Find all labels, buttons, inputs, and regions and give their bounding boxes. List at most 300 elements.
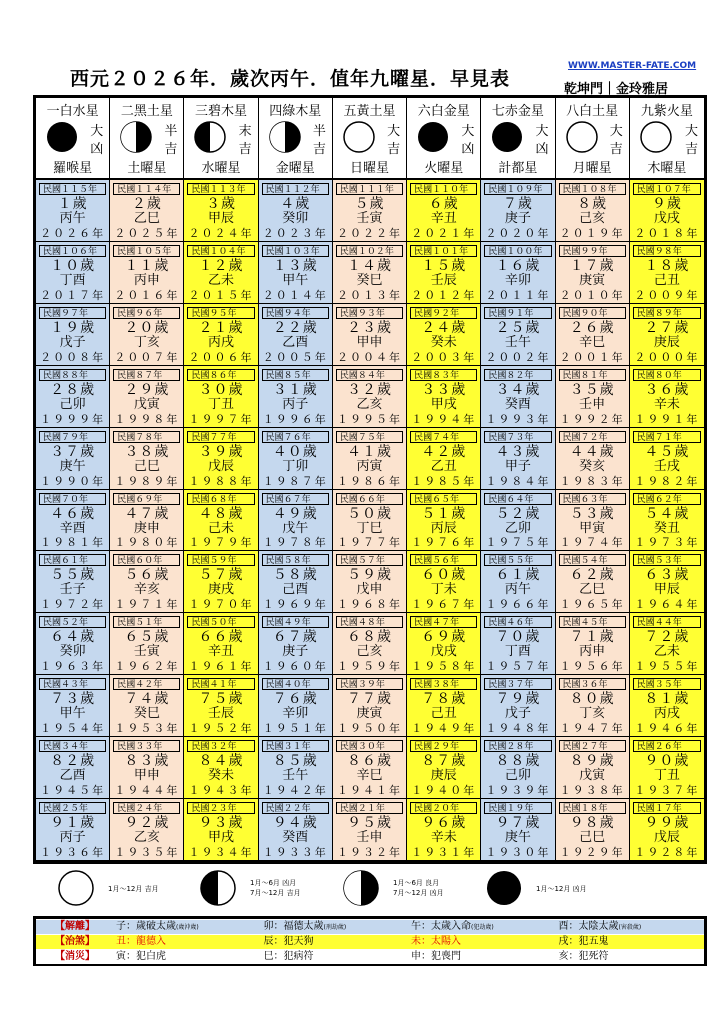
gregorian-year: ２００８年: [40, 350, 106, 364]
year-cell: [184, 428, 258, 490]
age: ８５歲: [272, 753, 318, 770]
minguo-year: 民國９２年: [410, 307, 477, 319]
ganzhi: 乙酉: [282, 334, 309, 350]
website-link[interactable]: WWW.MASTER-FATE.COM: [568, 61, 697, 71]
gregorian-year: ２０１９年: [559, 226, 625, 240]
star-luck-1: 大: [535, 124, 549, 139]
star-header: [259, 98, 333, 180]
age: ６０歲: [421, 567, 467, 584]
age: ３２歲: [346, 381, 392, 398]
ganzhi: 壬寅: [356, 211, 383, 226]
gregorian-year: ２０１８年: [634, 226, 700, 240]
ganzhi: 乙亥: [356, 396, 383, 412]
remedy-note: (刑劫歲): [323, 924, 347, 931]
star-header: [630, 98, 704, 180]
year-cell: [110, 366, 184, 428]
gregorian-year: １９５０年: [336, 722, 402, 736]
remedy-branch: 巳：犯病符: [263, 951, 314, 962]
remedy-item: [409, 935, 557, 949]
half-circle-left-black-icon: [194, 121, 226, 153]
luminary-name: 火曜星: [424, 161, 464, 176]
gregorian-year: ２０２３年: [262, 226, 328, 240]
age: ３８歲: [124, 443, 170, 460]
minguo-year: 民國５７年: [336, 554, 403, 566]
gregorian-year: ２０１０年: [559, 288, 625, 302]
minguo-year: 民國７４年: [410, 431, 477, 443]
gregorian-year: １９５７年: [485, 660, 551, 674]
ganzhi: 壬辰: [430, 272, 457, 288]
minguo-year: 民國２７年: [559, 740, 626, 752]
ganzhi: 癸卯: [282, 211, 309, 226]
minguo-year: 民國１０９年: [484, 183, 551, 195]
luminary-name: 水曜星: [201, 161, 241, 176]
minguo-year: 民國９９年: [559, 245, 626, 257]
ganzhi: 甲子: [504, 458, 531, 474]
age: ８９歲: [569, 753, 615, 770]
year-cell: [184, 675, 258, 737]
age: ３９歲: [198, 443, 244, 460]
minguo-year: 民國３０年: [336, 740, 403, 752]
minguo-year: 民國２１年: [336, 802, 403, 814]
ganzhi: 甲申: [133, 768, 160, 784]
ganzhi: 丙午: [59, 211, 86, 226]
remedy-row: [36, 935, 704, 949]
minguo-year: 民國２９年: [410, 740, 477, 752]
minguo-year: 民國１１３年: [187, 183, 254, 195]
gregorian-year: １９６９年: [262, 598, 328, 612]
gregorian-year: １９６５年: [559, 598, 625, 612]
ganzhi: 丙辰: [430, 520, 457, 536]
ganzhi: 癸亥: [579, 458, 606, 474]
remedy-branch: 申：犯喪門: [411, 951, 461, 962]
age: ２３歲: [346, 319, 392, 336]
remedy-branch: 午：太歲入命: [411, 921, 471, 932]
legend-line: 1月～6月 良月: [393, 879, 440, 887]
age: ２４歲: [421, 319, 467, 336]
half-circle-left-white-icon: [269, 121, 301, 153]
minguo-year: 民國２３年: [187, 802, 254, 814]
ganzhi: 甲辰: [208, 211, 235, 226]
gregorian-year: ２０００年: [634, 350, 700, 364]
age: ８６歲: [346, 753, 392, 770]
year-cell: [333, 490, 407, 552]
remedy-item: [114, 920, 262, 934]
year-cell: [36, 551, 110, 613]
minguo-year: 民國１０２年: [336, 245, 403, 257]
ganzhi: 戊寅: [579, 768, 606, 784]
gregorian-year: １９４４年: [114, 784, 180, 798]
year-cell: [36, 304, 110, 366]
age: ５０歲: [346, 505, 392, 522]
page-title: 西元２０２６年．歲次丙午．值年九曜星．早見表: [70, 68, 511, 90]
minguo-year: 民國３２年: [187, 740, 254, 752]
gregorian-year: ２０２５年: [114, 226, 180, 240]
gregorian-year: ２００４年: [336, 350, 402, 364]
year-cell: [36, 180, 110, 242]
year-cell: [630, 490, 704, 552]
gregorian-year: ２００３年: [411, 350, 477, 364]
white-circle-icon: [640, 121, 672, 153]
year-cell: [481, 551, 555, 613]
gregorian-year: ２０１２年: [411, 288, 477, 302]
gregorian-year: １９４１年: [336, 784, 402, 798]
gregorian-year: １９６４年: [634, 598, 700, 612]
ganzhi: 丙戌: [208, 334, 235, 350]
gregorian-year: １９９６年: [262, 412, 328, 426]
ganzhi: 乙酉: [59, 768, 86, 784]
legend-item: [486, 870, 656, 908]
minguo-year: 民國８３年: [410, 369, 477, 381]
ganzhi: 己卯: [504, 768, 531, 784]
gregorian-year: ２０２６年: [40, 226, 106, 240]
gregorian-year: １９８３年: [559, 474, 625, 488]
year-cell: [630, 737, 704, 799]
year-cell: [110, 675, 184, 737]
star-luck-1: 半: [164, 124, 178, 139]
ganzhi: 壬申: [356, 830, 383, 846]
gregorian-year: １９５９年: [336, 660, 402, 674]
minguo-year: 民國９０年: [559, 307, 626, 319]
gregorian-year: １９５５年: [634, 660, 700, 674]
star-header: [556, 98, 630, 180]
remedy-category: 【解離】: [36, 920, 114, 934]
age: ４７歲: [124, 505, 170, 522]
minguo-year: 民國１０１年: [410, 245, 477, 257]
minguo-year: 民國６５年: [410, 493, 477, 505]
gregorian-year: １９９３年: [485, 412, 551, 426]
remedy-item: [114, 935, 262, 949]
age: １２歲: [198, 257, 244, 274]
ganzhi: 戊戌: [653, 211, 680, 226]
minguo-year: 民國４４年: [633, 616, 701, 628]
minguo-year: 民國２４年: [113, 802, 180, 814]
minguo-year: 民國９６年: [113, 307, 180, 319]
age: ８８歲: [495, 753, 541, 770]
remedy-item: [409, 920, 557, 934]
ganzhi: 戊辰: [653, 830, 680, 846]
minguo-year: 民國９４年: [262, 307, 329, 319]
gregorian-year: １９６２年: [114, 660, 180, 674]
gregorian-year: １９９４年: [411, 412, 477, 426]
year-cell: [556, 366, 630, 428]
age: ２０歲: [124, 319, 170, 336]
gregorian-year: １９９２年: [559, 412, 625, 426]
minguo-year: 民國４９年: [262, 616, 329, 628]
age: ４４歲: [569, 443, 615, 460]
ganzhi: 丁酉: [504, 644, 531, 660]
star-name: 一白水星: [46, 104, 99, 119]
age: ６４歲: [50, 629, 96, 646]
gregorian-year: １９６７年: [411, 598, 477, 612]
white-circle-icon: [343, 121, 375, 153]
minguo-year: 民國７３年: [484, 431, 551, 443]
luminary-name: 月曜星: [572, 161, 612, 176]
year-cell: [556, 551, 630, 613]
age: ９歲: [651, 196, 682, 212]
ganzhi: 乙巳: [579, 582, 606, 598]
minguo-year: 民國６２年: [633, 493, 701, 505]
ganzhi: 乙卯: [504, 520, 531, 536]
minguo-year: 民國８６年: [187, 369, 254, 381]
age: ２歲: [131, 196, 162, 212]
year-cell: [110, 737, 184, 799]
year-cell: [630, 180, 704, 242]
gregorian-year: １９７９年: [188, 536, 254, 550]
ganzhi: 己丑: [430, 706, 457, 722]
age: ７８歲: [421, 691, 467, 708]
minguo-year: 民國１０８年: [559, 183, 626, 195]
star-header: [407, 98, 481, 180]
minguo-year: 民國９８年: [633, 245, 701, 257]
ganzhi: 乙巳: [133, 211, 160, 226]
ganzhi: 丙申: [579, 644, 606, 660]
star-name: 二黑土星: [120, 104, 173, 119]
minguo-year: 民國６１年: [39, 554, 106, 566]
gregorian-year: １９７８年: [262, 536, 328, 550]
minguo-year: 民國６３年: [559, 493, 626, 505]
ganzhi: 壬辰: [208, 706, 235, 722]
black-circle-icon: [491, 121, 523, 153]
age: ２７歲: [644, 319, 690, 336]
age: ２１歲: [198, 319, 244, 336]
half-circle-left-black-icon: [200, 870, 236, 906]
minguo-year: 民國８９年: [633, 307, 701, 319]
ganzhi: 庚申: [133, 520, 160, 536]
age: １７歲: [569, 257, 615, 274]
ganzhi: 丁丑: [208, 396, 235, 412]
minguo-year: 民國７１年: [633, 431, 701, 443]
ganzhi: 戊子: [504, 706, 531, 722]
ganzhi: 丙戌: [653, 706, 680, 722]
ganzhi: 癸未: [430, 334, 457, 350]
gregorian-year: １９７６年: [411, 536, 477, 550]
gregorian-year: ２０２０年: [485, 226, 551, 240]
luminary-name: 日曜星: [349, 161, 389, 176]
legend-text: [108, 884, 159, 894]
minguo-year: 民國３５年: [633, 678, 701, 690]
ganzhi: 辛巳: [356, 768, 383, 784]
minguo-year: 民國８８年: [39, 369, 106, 381]
year-cell: [110, 428, 184, 490]
remedy-item: [557, 935, 705, 949]
half-circle-left-white-icon: [120, 121, 152, 153]
minguo-year: 民國９３年: [336, 307, 403, 319]
star-name: 九紫火星: [640, 104, 693, 119]
year-cell: [630, 551, 704, 613]
minguo-year: 民國５４年: [559, 554, 626, 566]
minguo-year: 民國３６年: [559, 678, 626, 690]
minguo-year: 民國３４年: [39, 740, 106, 752]
year-cell: [36, 675, 110, 737]
age: ９６歲: [421, 815, 467, 832]
age: １５歲: [421, 257, 467, 274]
year-cell: [481, 613, 555, 675]
ganzhi: 乙亥: [133, 830, 160, 846]
age: ５５歲: [50, 567, 96, 584]
year-cell: [630, 613, 704, 675]
age: ９７歲: [495, 815, 541, 832]
gregorian-year: １９４３年: [188, 784, 254, 798]
gregorian-year: １９３８年: [559, 784, 625, 798]
remedy-note: (歲沖歲): [176, 924, 199, 931]
remedy-branch: 辰：犯天狗: [263, 936, 314, 947]
age: ９４歲: [272, 815, 318, 832]
gregorian-year: １９９９年: [40, 412, 106, 426]
minguo-year: 民國７７年: [187, 431, 254, 443]
luminary-name: 木曜星: [647, 161, 687, 176]
gregorian-year: １９８５年: [411, 474, 477, 488]
ganzhi: 丙子: [59, 830, 86, 846]
year-cell: [481, 366, 555, 428]
table-grid: [36, 98, 704, 861]
star-luck-2: 吉: [164, 142, 178, 157]
age: ３歲: [206, 196, 237, 212]
ganzhi: 乙未: [208, 272, 235, 288]
ganzhi: 庚戌: [208, 582, 235, 598]
gregorian-year: １９７５年: [485, 536, 551, 550]
minguo-year: 民國１９年: [484, 802, 551, 814]
ganzhi: 己丑: [653, 272, 680, 288]
age: １１歲: [124, 257, 170, 274]
ganzhi: 壬子: [59, 582, 86, 598]
age: ７７歲: [346, 691, 392, 708]
year-cell: [184, 551, 258, 613]
star-name: 三碧木星: [195, 104, 248, 119]
year-cell: [556, 737, 630, 799]
age: ２６歲: [569, 319, 615, 336]
year-cell: [333, 799, 407, 861]
age: ７６歲: [272, 691, 318, 708]
gregorian-year: １９５４年: [40, 722, 106, 736]
ganzhi: 庚午: [59, 458, 86, 474]
ganzhi: 庚寅: [579, 272, 606, 288]
ganzhi: 乙丑: [430, 458, 457, 474]
star-header: [184, 98, 258, 180]
year-cell: [184, 242, 258, 304]
minguo-year: 民國１８年: [559, 802, 626, 814]
gregorian-year: １９４５年: [40, 784, 106, 798]
minguo-year: 民國１１４年: [113, 183, 180, 195]
remedy-branch: 亥：犯死符: [558, 951, 609, 962]
gregorian-year: ２００５年: [262, 350, 328, 364]
year-cell: [36, 799, 110, 861]
black-circle-icon: [417, 121, 449, 153]
year-cell: [407, 551, 481, 613]
gregorian-year: ２０２２年: [336, 226, 402, 240]
ganzhi: 己亥: [579, 211, 606, 226]
age: ４２歲: [421, 443, 467, 460]
black-circle-icon: [46, 121, 78, 153]
minguo-year: 民國４５年: [559, 616, 626, 628]
minguo-year: 民國９７年: [39, 307, 106, 319]
gregorian-year: １９３０年: [485, 846, 551, 859]
luminary-name: 羅喉星: [53, 161, 93, 176]
ganzhi: 丁亥: [579, 706, 606, 722]
ganzhi: 己亥: [356, 644, 383, 660]
gregorian-year: １９３４年: [188, 846, 254, 859]
star-name: 四綠木星: [269, 104, 322, 119]
gregorian-year: １９３３年: [262, 846, 328, 859]
ganzhi: 丁卯: [282, 458, 309, 474]
luminary-name: 金曜星: [275, 161, 315, 176]
minguo-year: 民國６４年: [484, 493, 551, 505]
age: ６２歲: [569, 567, 615, 584]
gregorian-year: １９９５年: [336, 412, 402, 426]
age: ４８歲: [198, 505, 244, 522]
year-cell: [36, 737, 110, 799]
age: １９歲: [50, 319, 96, 336]
star-name: 六白金星: [417, 104, 470, 119]
gregorian-year: １９９１年: [634, 412, 700, 426]
ganzhi: 癸酉: [282, 830, 309, 846]
remedy-item: [114, 950, 262, 964]
ganzhi: 癸巳: [356, 272, 383, 288]
minguo-year: 民國３８年: [410, 678, 477, 690]
age: ９８歲: [569, 815, 615, 832]
year-cell: [259, 242, 333, 304]
year-cell: [407, 613, 481, 675]
gregorian-year: １９６１年: [188, 660, 254, 674]
year-cell: [481, 180, 555, 242]
year-cell: [407, 304, 481, 366]
ganzhi: 辛亥: [133, 582, 160, 598]
minguo-year: 民國３９年: [336, 678, 403, 690]
year-cell: [407, 180, 481, 242]
remedy-branch: 子：歲破太歲: [116, 921, 176, 932]
minguo-year: 民國５２年: [39, 616, 106, 628]
year-cell: [481, 428, 555, 490]
age: ４５歲: [644, 443, 690, 460]
gregorian-year: １９４２年: [262, 784, 328, 798]
ganzhi: 戊午: [282, 520, 309, 536]
minguo-year: 民國５９年: [187, 554, 254, 566]
year-cell: [333, 304, 407, 366]
legend-text: [536, 884, 587, 894]
ganzhi: 辛丑: [430, 211, 457, 226]
star-luck-1: 大: [609, 124, 623, 139]
age: １０歲: [50, 257, 96, 274]
legend-line: 7月～12月 吉月: [250, 889, 301, 897]
legend-text: [393, 878, 444, 898]
star-luck-1: 大: [387, 124, 401, 139]
ganzhi: 乙未: [653, 644, 680, 660]
gregorian-year: １９５１年: [262, 722, 328, 736]
gregorian-year: １９４８年: [485, 722, 551, 736]
ganzhi: 丁亥: [133, 334, 160, 350]
ganzhi: 己巳: [133, 458, 160, 474]
ganzhi: 丁巳: [356, 520, 383, 536]
minguo-year: 民國２５年: [39, 802, 106, 814]
ganzhi: 丁丑: [653, 768, 680, 784]
legend-text: [250, 878, 301, 898]
gregorian-year: １９７３年: [634, 536, 700, 550]
gregorian-year: ２００６年: [188, 350, 254, 364]
year-cell: [110, 799, 184, 861]
year-cell: [184, 799, 258, 861]
remedy-row: [36, 920, 704, 934]
gregorian-year: １９５６年: [559, 660, 625, 674]
minguo-year: 民國１０６年: [39, 245, 106, 257]
age: ８０歲: [569, 691, 615, 708]
ganzhi: 甲戌: [208, 830, 235, 846]
star-luck-2: 凶: [90, 142, 104, 157]
year-cell: [333, 366, 407, 428]
age: ９２歲: [124, 815, 170, 832]
gregorian-year: １９８１年: [40, 536, 106, 550]
minguo-year: 民國７９年: [39, 431, 106, 443]
minguo-year: 民國７０年: [39, 493, 106, 505]
star-luck-2: 凶: [535, 142, 549, 157]
